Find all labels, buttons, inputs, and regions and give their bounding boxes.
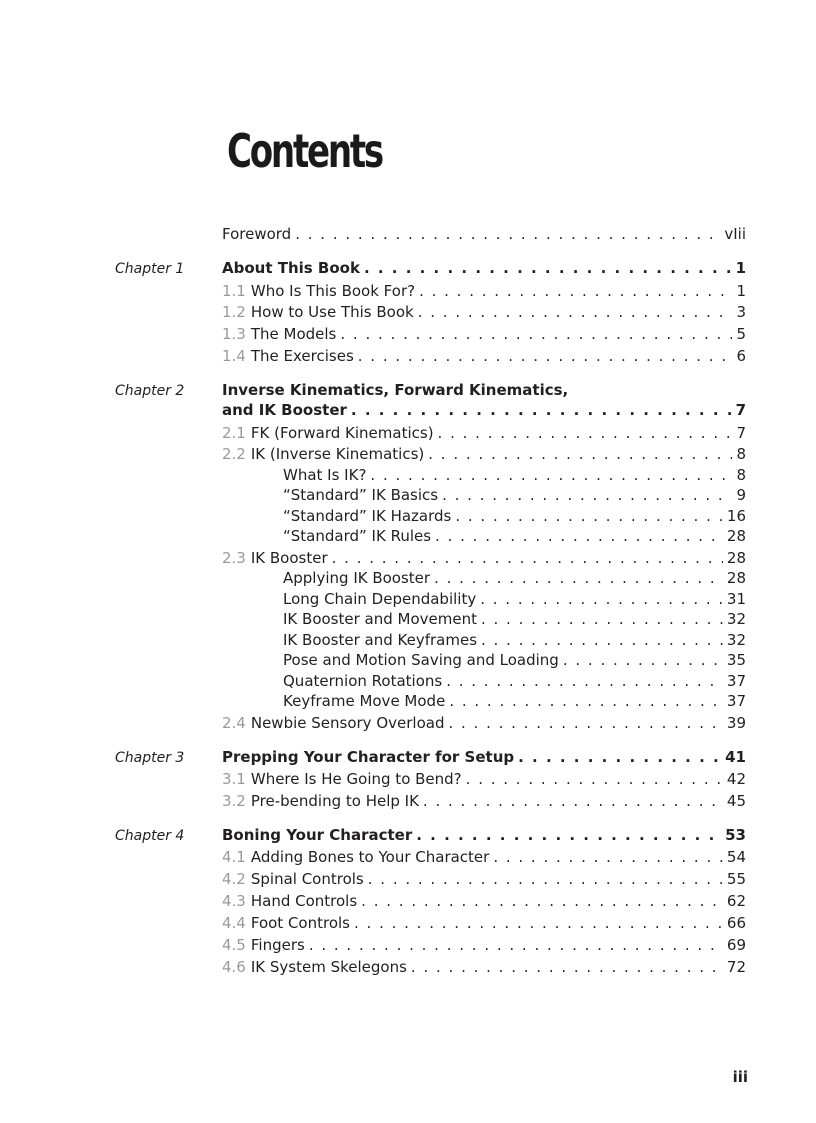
entry-title: Where Is He Going to Bend? [250, 770, 462, 788]
dot-leader [418, 303, 732, 321]
section-number: 2.2 [222, 445, 246, 463]
entry-title: Boning Your Character [222, 826, 413, 844]
dot-leader [563, 651, 723, 669]
toc-entry[interactable] [283, 610, 746, 630]
dot-leader [435, 527, 723, 545]
page-ref: 16 [726, 507, 746, 525]
dot-leader [411, 958, 723, 976]
page-ref: 62 [726, 892, 746, 910]
entry-title: The Models [250, 325, 337, 343]
toc-entry[interactable] [222, 958, 746, 978]
toc-entry[interactable] [222, 936, 746, 956]
entry-title: Quaternion Rotations [283, 672, 443, 690]
entry-title: Who Is This Book For? [250, 282, 416, 300]
entry-title: The Exercises [250, 347, 354, 365]
entry-title: Long Chain Dependability [283, 590, 477, 608]
page-ref: 35 [726, 651, 746, 669]
toc-entry[interactable] [222, 303, 746, 323]
page-ref: vIii [724, 225, 746, 243]
entry-title: Adding Bones to Your Character [250, 848, 490, 866]
toc-entry[interactable] [283, 631, 746, 651]
section-number: 1.2 [222, 303, 246, 321]
entry-title: Keyframe Move Mode [283, 692, 446, 710]
toc-entry[interactable] [222, 549, 746, 569]
page-ref: 8 [736, 466, 746, 484]
page-ref: 7 [736, 424, 746, 442]
page-ref: 37 [726, 692, 746, 710]
dot-leader [428, 445, 732, 463]
toc-entry[interactable] [222, 259, 746, 279]
chapter-label: Chapter 1 [115, 261, 185, 277]
page-ref: 1 [736, 282, 746, 300]
entry-title: IK Booster [250, 549, 328, 567]
entry-title: What Is IK? [283, 466, 367, 484]
entry-title: Prepping Your Character for Setup [222, 748, 515, 766]
dot-leader [419, 282, 732, 300]
dot-leader [416, 826, 721, 844]
toc-entry[interactable] [283, 651, 746, 671]
page-number: iii [732, 1068, 748, 1086]
page-ref: 42 [726, 770, 746, 788]
dot-leader [361, 892, 723, 910]
toc-entry[interactable] [222, 870, 746, 890]
page-ref: 28 [726, 569, 746, 587]
entry-title: IK System Skelegons [250, 958, 407, 976]
entry-title: Hand Controls [250, 892, 358, 910]
dot-leader [481, 610, 723, 628]
chapter-label: Chapter 2 [115, 383, 185, 399]
page-ref: 41 [725, 748, 746, 766]
entry-title: “Standard” IK Hazards [283, 507, 452, 525]
toc-entry[interactable] [222, 347, 746, 367]
dot-leader [309, 936, 723, 954]
toc-entry[interactable] [222, 826, 746, 846]
page-ref: 1 [735, 259, 746, 277]
toc-entry[interactable] [283, 672, 746, 692]
section-number: 3.1 [222, 770, 246, 788]
entry-title: Spinal Controls [250, 870, 364, 888]
entry-title: Pre-bending to Help IK [250, 792, 419, 810]
toc-entry[interactable] [283, 569, 746, 589]
page-ref: 32 [726, 631, 746, 649]
toc-entry[interactable] [283, 507, 746, 527]
section-number: 1.1 [222, 282, 246, 300]
section-number: 4.5 [222, 936, 246, 954]
toc-entry[interactable] [222, 748, 746, 768]
page-ref: 28 [726, 549, 746, 567]
dot-leader [448, 714, 722, 732]
section-number: 1.3 [222, 325, 246, 343]
dot-leader [466, 770, 723, 788]
toc-entry[interactable] [283, 527, 746, 547]
dot-leader [449, 692, 723, 710]
toc-entry[interactable] [222, 225, 746, 245]
section-number: 3.2 [222, 792, 246, 810]
dot-leader [442, 486, 732, 504]
toc-entry[interactable] [283, 692, 746, 712]
page-ref: 8 [736, 445, 746, 463]
page-ref: 54 [726, 848, 746, 866]
dot-leader [332, 549, 723, 567]
dot-leader [364, 259, 732, 277]
entry-title: IK Booster and Movement [283, 610, 477, 628]
toc-entry[interactable] [222, 714, 746, 734]
page-title: Contents [227, 124, 382, 178]
page-ref: 32 [726, 610, 746, 628]
toc-entry[interactable] [283, 590, 746, 610]
page-ref: 6 [736, 347, 746, 365]
entry-title: and IK Booster [222, 401, 347, 419]
entry-title: FK (Forward Kinematics) [250, 424, 434, 442]
toc-entry[interactable] [283, 466, 746, 486]
section-number: 4.6 [222, 958, 246, 976]
toc-entry[interactable] [283, 486, 746, 506]
page-ref: 39 [726, 714, 746, 732]
toc-entry[interactable] [222, 325, 746, 345]
entry-title: Fingers [250, 936, 305, 954]
dot-leader [481, 631, 723, 649]
section-number: 2.4 [222, 714, 246, 732]
page-ref: 53 [725, 826, 746, 844]
chapter-title-line1: Inverse Kinematics, Forward Kinematics, [222, 381, 569, 399]
toc-entry[interactable] [222, 424, 746, 444]
toc-entry[interactable] [222, 914, 746, 934]
section-number: 1.4 [222, 347, 246, 365]
entry-title: Foot Controls [250, 914, 350, 932]
page-ref: 69 [726, 936, 746, 954]
entry-title: IK (Inverse Kinematics) [250, 445, 425, 463]
page-ref: 55 [726, 870, 746, 888]
toc-entry[interactable] [222, 848, 746, 868]
toc-entry[interactable] [222, 445, 746, 465]
section-number: 2.1 [222, 424, 246, 442]
dot-leader [438, 424, 732, 442]
toc-entry[interactable] [222, 892, 746, 912]
dot-leader [354, 914, 723, 932]
page-ref: 66 [726, 914, 746, 932]
toc-entry[interactable] [222, 792, 746, 812]
entry-title: “Standard” IK Basics [283, 486, 439, 504]
toc-entry[interactable] [222, 770, 746, 790]
dot-leader [434, 569, 723, 587]
dot-leader [351, 401, 732, 419]
section-number: 2.3 [222, 549, 246, 567]
page-ref: 28 [726, 527, 746, 545]
entry-title: IK Booster and Keyframes [283, 631, 478, 649]
dot-leader [295, 225, 720, 243]
dot-leader [368, 870, 723, 888]
entry-title: “Standard” IK Rules [283, 527, 432, 545]
dot-leader [455, 507, 723, 525]
page-ref: 72 [726, 958, 746, 976]
dot-leader [446, 672, 723, 690]
section-number: 4.4 [222, 914, 246, 932]
dot-leader [518, 748, 721, 766]
section-number: 4.2 [222, 870, 246, 888]
dot-leader [370, 466, 732, 484]
dot-leader [493, 848, 723, 866]
entry-title: Newbie Sensory Overload [250, 714, 445, 732]
section-number: 4.1 [222, 848, 246, 866]
page-ref: 45 [726, 792, 746, 810]
page-ref: 7 [735, 401, 746, 419]
dot-leader [358, 347, 732, 365]
toc-entry[interactable] [222, 401, 746, 421]
page-ref: 3 [736, 303, 746, 321]
entry-title: Applying IK Booster [283, 569, 431, 587]
dot-leader [480, 590, 723, 608]
page-ref: 5 [736, 325, 746, 343]
dot-leader [423, 792, 723, 810]
chapter-label: Chapter 3 [115, 750, 185, 766]
dot-leader [340, 325, 732, 343]
entry-title: About This Book [222, 259, 360, 277]
page-ref: 37 [726, 672, 746, 690]
toc-entry[interactable] [222, 282, 746, 302]
page-ref: 31 [726, 590, 746, 608]
entry-title: How to Use This Book [250, 303, 414, 321]
entry-title: Pose and Motion Saving and Loading [283, 651, 559, 669]
section-number: 4.3 [222, 892, 246, 910]
page-ref: 9 [736, 486, 746, 504]
chapter-label: Chapter 4 [115, 828, 185, 844]
entry-title: Foreword [222, 225, 292, 243]
